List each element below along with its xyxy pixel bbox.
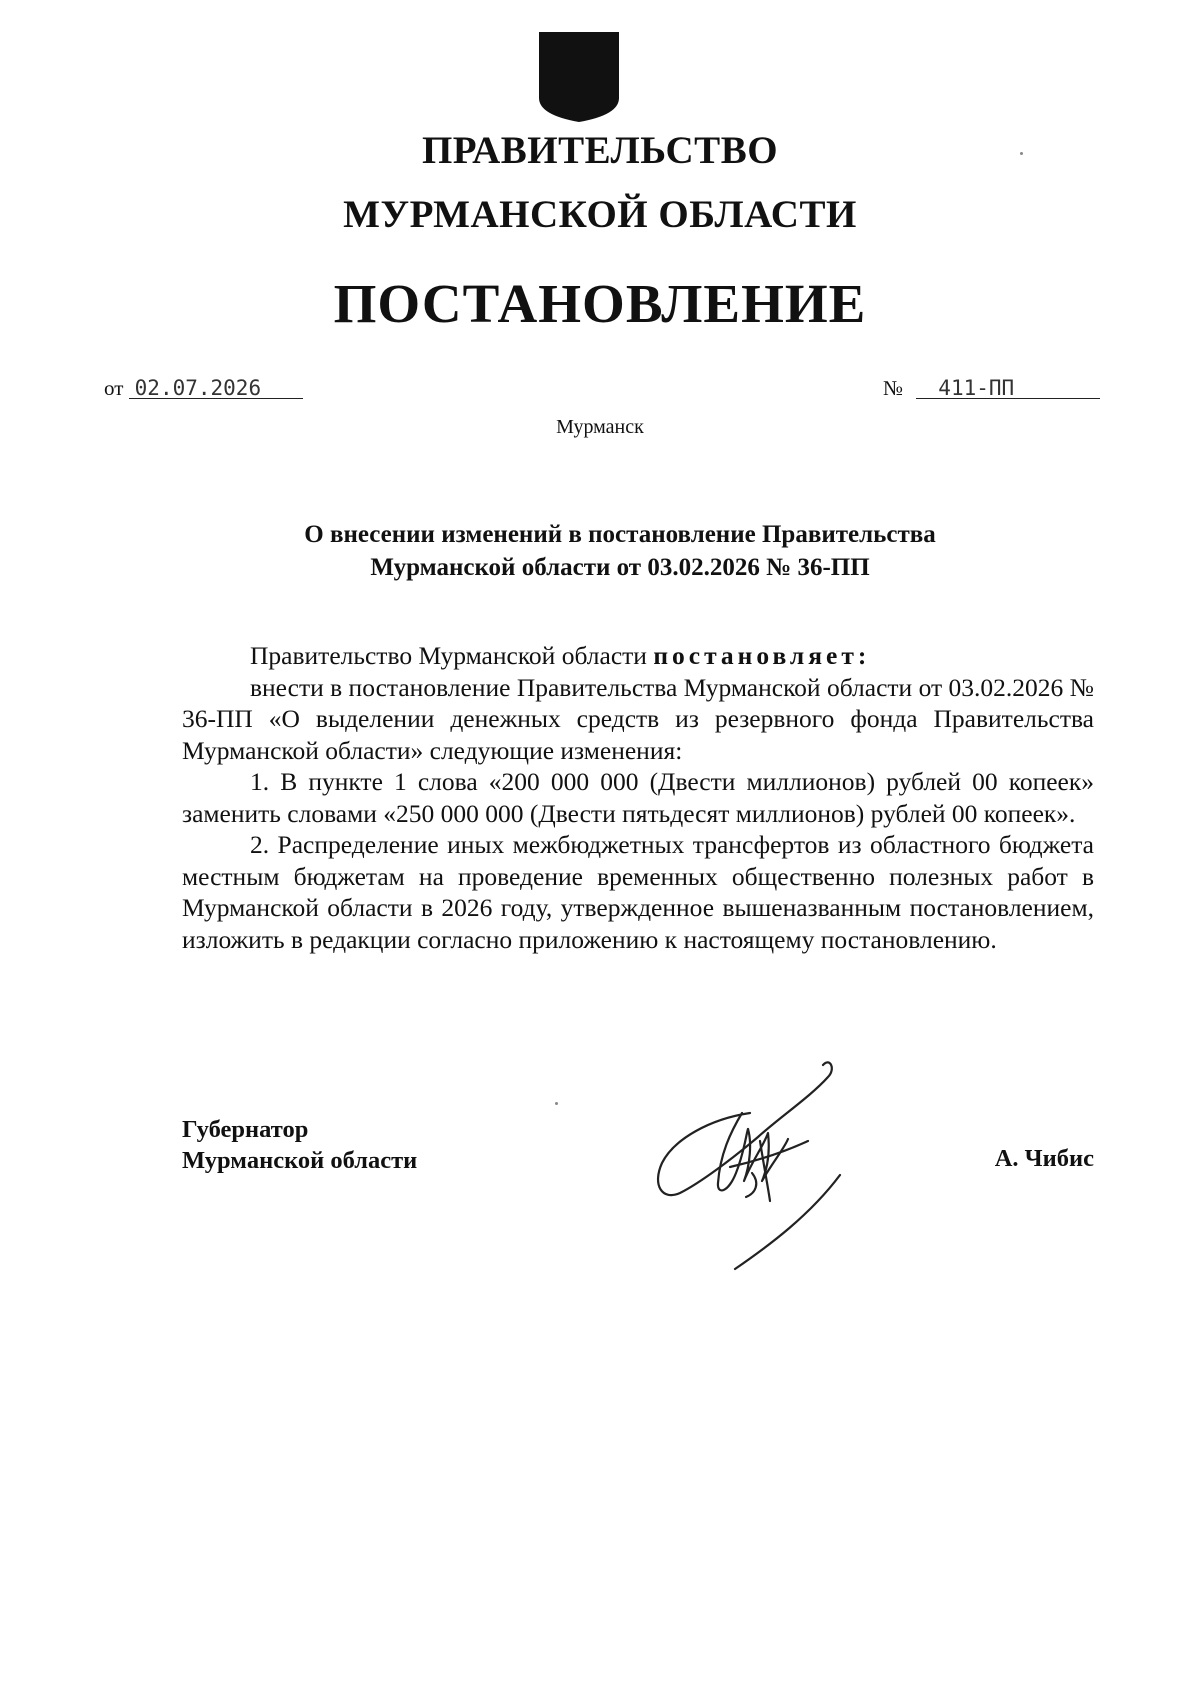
org-name-line2: МУРМАНСКОЙ ОБЛАСТИ	[343, 193, 857, 236]
document-body	[182, 640, 1094, 955]
number-value: 411-ПП	[916, 378, 1100, 399]
document-date	[104, 376, 303, 401]
city: Мурманск	[556, 416, 644, 438]
handwritten-signature	[640, 1055, 860, 1275]
paragraph-1: внести в постановление Правительства Мурманской области от 03.02.2026 № 36-ПП «О выделении денежных средств из резервного фонда Правительства Мурманской области» следующие изменения:	[182, 672, 1094, 765]
date-prefix: от	[104, 376, 124, 400]
signatory-title-line1: Губернатор	[182, 1116, 309, 1143]
paragraph-3: 2. Распределение иных межбюджетных трансфертов из областного бюджета местным бюджетам на проведение временных общественно полезных работ в Мурманской области в 2026 году, утвержденное вышеназванным постановлением, изложить в редакции согласно приложению к настоящему постановлению.	[182, 830, 1094, 954]
number-prefix: №	[883, 376, 904, 400]
subject-line1: О внесении изменений в постановление Правительства	[304, 521, 936, 548]
paragraph-2: 1. В пункте 1 слова «200 000 000 (Двести миллионов) рублей 00 копеек» заменить словами «250 000 000 (Двести пятьдесят миллионов) рублей 00 копеек».	[182, 767, 1094, 828]
coat-of-arms-icon	[538, 30, 620, 123]
intro-paragraph	[182, 640, 1094, 672]
signatory-title-line2: Мурманской области	[182, 1147, 418, 1174]
document-number	[883, 376, 1100, 401]
document-type: ПОСТАНОВЛЕНИЕ	[333, 273, 867, 334]
scan-speck	[555, 1102, 558, 1105]
subject-line2: Мурманской области от 03.02.2026 № 36-ПП	[370, 554, 870, 581]
document-subject	[180, 518, 1060, 584]
intro-text: Правительство Мурманской области	[250, 641, 654, 670]
date-value: 02.07.2026	[129, 378, 303, 399]
signatory-name: А. Чибис	[994, 1145, 1094, 1172]
intro-keyword: постановляет:	[653, 641, 871, 670]
org-name-line1: ПРАВИТЕЛЬСТВО	[421, 129, 779, 172]
scan-speck	[1020, 152, 1023, 155]
signatory-title	[182, 1114, 417, 1176]
